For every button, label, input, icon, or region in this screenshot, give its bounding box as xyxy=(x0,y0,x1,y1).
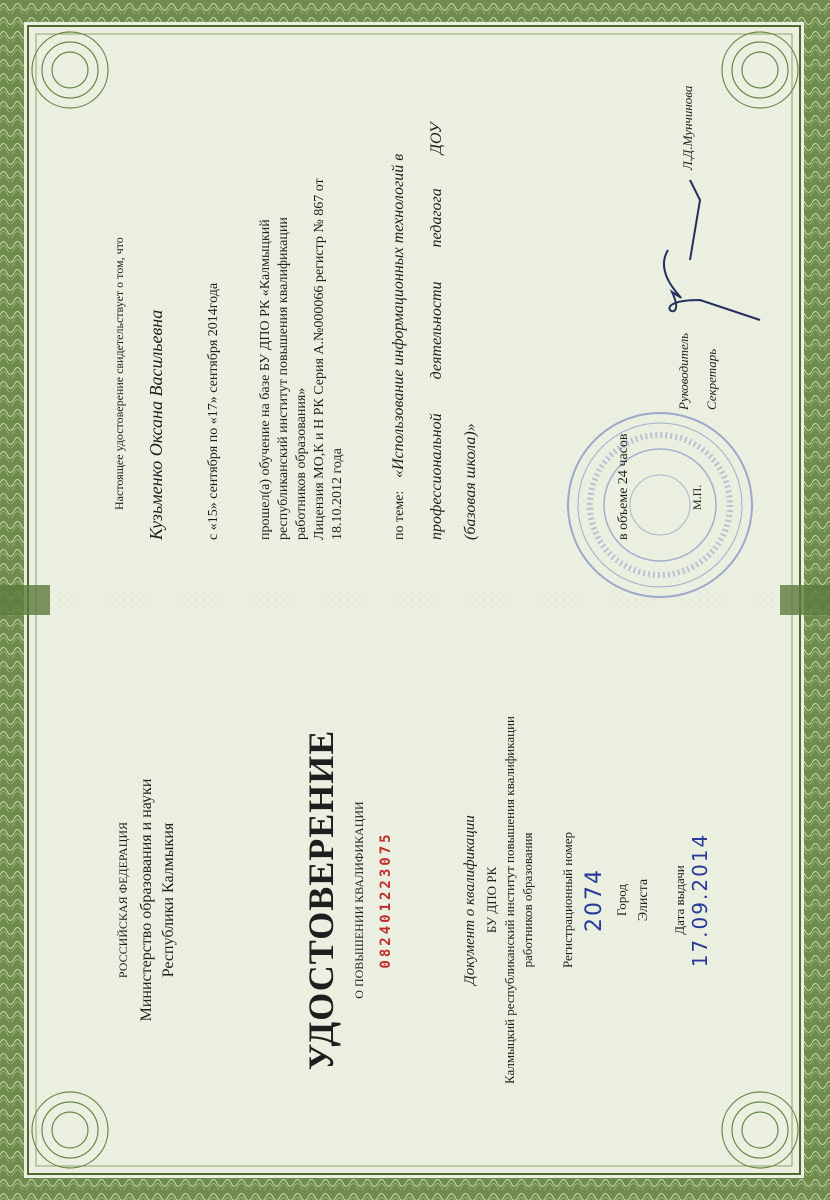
city-value: Элиста xyxy=(636,878,651,922)
org-short: БУ ДПО РК xyxy=(484,866,499,934)
license-line-1: Лицензия МО,К и Н РК Серия А.№000066 регистр № 867 от xyxy=(312,178,327,540)
org-full-line-2: работников образования xyxy=(520,832,535,968)
topic-line-3: (базовая школа)» xyxy=(462,423,479,540)
city-label: Город xyxy=(614,883,629,917)
ministry-line-1: Министерство образования и науки xyxy=(138,778,155,1022)
studied-line-1: прошел(а) обучение на базе БУ ДПО РК «Калмыцкий xyxy=(258,219,273,540)
hours-text: в объеме 24 часов xyxy=(616,433,631,540)
license-line-2: 18.10.2012 года xyxy=(330,448,345,540)
holder-name: Кузьменко Оксана Васильевна xyxy=(146,309,166,540)
doc-title: УДОСТОВЕРЕНИЕ xyxy=(301,729,341,1071)
head-label: Руководитель xyxy=(676,332,691,410)
doc-type: Документ о квалификации xyxy=(462,815,478,985)
serial-number: 082401223075 xyxy=(378,831,394,969)
org-full-line-1: Калмыцкий республиканский институт повышения квалификации xyxy=(502,715,517,1085)
head-name: Л.Д.Мунчинова xyxy=(680,85,695,170)
left-page xyxy=(0,600,830,1200)
stamp-mark: М.П. xyxy=(690,484,704,510)
studied-line-3: работников образования» xyxy=(294,387,309,540)
topic-line-1: «Использование информационных технологий в xyxy=(390,153,407,478)
ministry-line-2: Республики Калмыкия xyxy=(160,822,177,978)
study-period: с «15» сентября по «17» сентября 2014года xyxy=(206,282,221,540)
intro-text: Настоящее удостоверение свидетельствует о том, что xyxy=(112,237,126,510)
doc-subtitle: О ПОВЫШЕНИИ КВАЛИФИКАЦИИ xyxy=(352,801,366,999)
reg-number: 2074 xyxy=(582,868,607,932)
topic-label: по теме: xyxy=(392,490,407,540)
issue-date-label: Дата выдачи xyxy=(672,865,687,935)
topic-line-2: профессиональной деятельности педагога ДОУ xyxy=(428,122,445,540)
studied-line-2: республиканский институт повышения квалификации xyxy=(276,217,291,540)
issue-date: 17.09.2014 xyxy=(688,832,712,968)
country-label: РОССИЙСКАЯ ФЕДЕРАЦИЯ xyxy=(116,821,130,979)
secretary-label: Секретарь xyxy=(704,348,719,410)
reg-number-label: Регистрационный номер xyxy=(560,832,575,968)
